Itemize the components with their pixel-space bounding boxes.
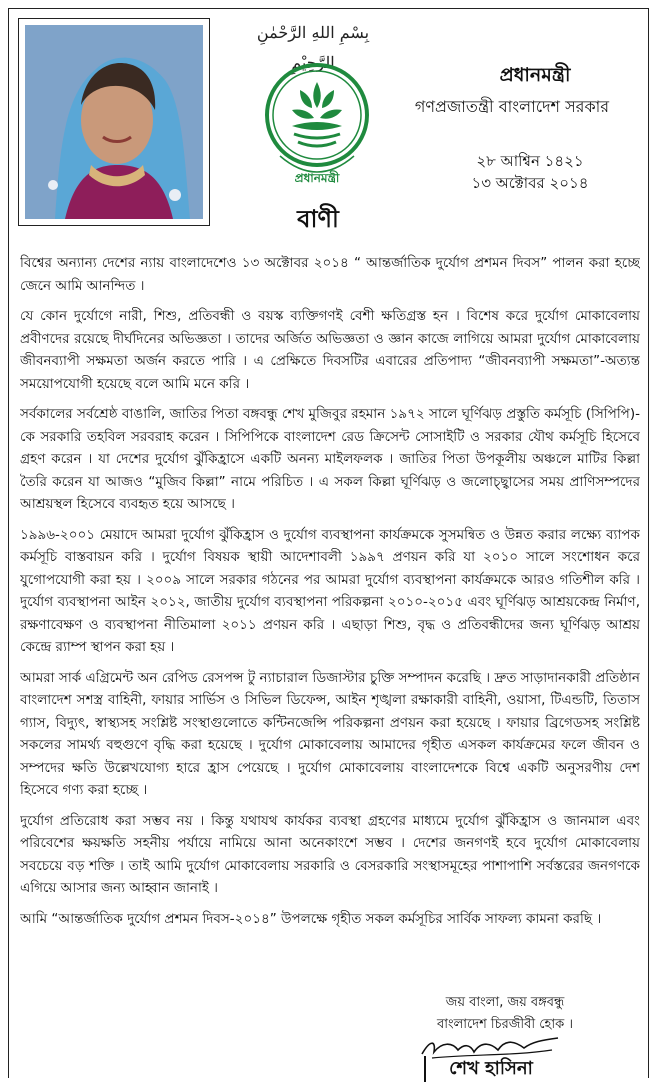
paragraph: যে কোন দুর্যোগে নারী, শিশু, প্রতিবন্ধী ও বয়স্ক ব্যক্তিগণই বেশী ক্ষতিগ্রস্ত হন । বিশেষ করে দুর্যোগ মোকাবেলায় প্রবীণদের রয়েছে দীর্ঘদিনের অভিজ্ঞতা । তাদের অর্জিত অভিজ্ঞতা ও জ্ঞান কাজে লাগিয়ে আমরা দুর্যোগ মোকাবেলায় জীবনব্যাপী সক্ষমতা অর্জন করতে পারি । এ প্রেক্ষিতে দিবসটির এবারের প্রতিপাদ্য “জীবনব্যাপী সক্ষমতা”-অত্যন্ত সময়োপযোগী হয়েছে বলে আমি মনে করি ।	[20, 308, 640, 392]
paragraph: আমরা সার্ক এগ্রিমেন্ট অন রেপিড রেসপন্স টু ন্যাচারাল ডিজাস্টার চুক্তি সম্পাদন করেছি । দ্রুত সাড়াদানকারী প্রতিষ্ঠান বাংলাদেশ সশস্ত্র বাহিনী, ফায়ার সার্ভিস ও সিভিল ডিফেন্স, আইন শৃঙ্খলা রক্ষাকারী বাহিনী, ওয়াসা, টিএন্ডটি, তিতাস গ্যাস, বিদ্যুৎ, স্বাস্থ্যসহ সংশ্লিষ্ট সংস্থাগুলোতে কন্টিনজেন্সি পরিকল্পনা প্রণয়ন করা হয়েছে । ফায়ার ব্রিগেডসহ সংশ্লিষ্ট সকলের সামর্থ্য বহুগুণে বৃদ্ধি করা হয়েছে । দুর্যোগ মোকাবেলায় আমাদের গৃহীত এসকল কার্যক্রমের ফলে জীবন ও সম্পদের ক্ষতি উল্লেখযোগ্য হারে হ্রাস পেয়েছে । দুর্যোগ মোকাবেলায় বাংলাদেশকে বিশ্বে একটি অনুসরণীয় দেশ হিসেবে গণ্য করা হচ্ছে ।	[20, 669, 640, 798]
emblem-caption: প্রধানমন্ত্রী	[294, 171, 340, 185]
paragraph: বিশ্বের অন্যান্য দেশের ন্যায় বাংলাদেশেও ১৩ অক্টোবর ২০১৪ “ আন্তর্জাতিক দুর্যোগ প্রশমন দিবস” পালন করা হচ্ছে জেনে আমি আনন্দিত ।	[20, 255, 640, 294]
date-gregorian: ১৩ অক্টোবর ২০১৪	[471, 174, 589, 192]
closing-line: বাংলাদেশ চিরজীবী হোক ।	[436, 1017, 573, 1032]
government-name: গণপ্রজাতন্ত্রী বাংলাদেশ সরকার	[414, 97, 610, 116]
closing-line: জয় বাংলা, জয় বঙ্গবন্ধু	[445, 995, 565, 1010]
paragraph: ১৯৯৬-২০০১ মেয়াদে আমরা দুর্যোগ ঝুঁকিহ্রাস ও দুর্যোগ ব্যবস্থাপনা কার্যক্রমকে সুসমন্বিত ও উন্নত করার লক্ষ্যে ব্যাপক কর্মসূচি বাস্তবায়ন করি । দুর্যোগ বিষয়ক স্থায়ী আদেশাবলী ১৯৯৭ প্রণয়ন করি যা ২০১০ সালে সংশোধন করে যুগোপযোগী করা হয় । ২০০৯ সালে সরকার গঠনের পর আমরা দুর্যোগ ব্যবস্থাপনা কার্যক্রমকে আরও গতিশীল করি । দুর্যোগ ব্যবস্থাপনা আইন ২০১২, জাতীয় দুর্যোগ ব্যবস্থাপনা পরিকল্পনা ২০১০-২০১৫ এবং ঘূর্ণিঝড় আশ্রয়কেন্দ্র নির্মাণ, রক্ষণাবেক্ষণ ও ব্যবস্থাপনা নীতিমালা ২০১১ প্রণয়ন করি । এছাড়া শিশু, বৃদ্ধ ও প্রতিবন্ধীদের জন্য ঘূর্ণিঝড় আশ্রয় কেন্দ্রে র‍্যাম্প স্থাপন করা হয় ।	[20, 526, 640, 655]
signer-name: শেখ হাসিনা	[424, 1056, 556, 1082]
paragraph: সর্বকালের সর্বশ্রেষ্ঠ বাঙালি, জাতির পিতা বঙ্গবন্ধু শেখ মুজিবুর রহমান ১৯৭২ সালে ঘূর্ণিঝড় প্রস্তুতি কর্মসূচি (সিপিপি)-কে সরকারি তহবিল সরবরাহ করেন । সিপিপিকে বাংলাদেশ রেড ক্রিসেন্ট সোসাইটি ও সরকার যৌথ কর্মসূচি হিসেবে গ্রহণ করেন । যা দেশের দুর্যোগ ঝুঁকিহ্রাসে একটি অনন্য মাইলফলক । জাতির পিতা উপকূলীয় অঞ্চলে মাটির কিল্লা তৈরি করেন যা আজও “মুজিব কিল্লা” নামে পরিচিত । এ সকল কিল্লা ঘূর্ণিঝড় ও জলোচ্ছ্বাসের সময় প্রাণিসম্পদের আশ্রয়স্থল হিসেবে ব্যবহৃত হয়ে আসছে ।	[20, 406, 640, 512]
portrait-photo	[25, 25, 203, 219]
date-bengali-calendar: ২৮ আশ্বিন ১৪২১	[476, 152, 584, 170]
portrait-frame	[18, 18, 210, 226]
message-body	[20, 252, 640, 1002]
pm-emblem	[262, 60, 372, 192]
paragraph: দুর্যোগ প্রতিরোধ করা সম্ভব নয় । কিন্তু যথাযথ কার্যকর ব্যবস্থা গ্রহণের মাধ্যমে দুর্যোগ ঝুঁকিহ্রাস ও জানমাল এবং পরিবেশের ক্ষয়ক্ষতি সহনীয় পর্যায়ে নামিয়ে আনা অনেকাংশে সম্ভব । দেশের জনগণই হবে দুর্যোগ মোকাবেলায় সবচেয়ে বড় শক্তি । তাই আমি দুর্যোগ মোকাবেলায় সরকারি ও বেসরকারি সংস্থাসমূহের পাশাপাশি সর্বস্তরের জনগণকে এগিয়ে আসার জন্য আহ্বান জানাই ।	[20, 812, 640, 896]
message-heading: বাণী	[297, 205, 339, 233]
bismillah-calligraphy: بِسْمِ اللهِ الرَّحْمٰنِ الرَّحِيْمِ	[256, 23, 370, 72]
paragraph: আমি “আন্তর্জাতিক দুর্যোগ প্রশমন দিবস-২০১৪” উপলক্ষে গৃহীত সকল কর্মসূচির সার্বিক সাফল্য কামনা করছি ।	[20, 910, 602, 927]
closing-slogans	[380, 992, 630, 1038]
pm-title: প্রধানমন্ত্রী	[499, 64, 571, 86]
